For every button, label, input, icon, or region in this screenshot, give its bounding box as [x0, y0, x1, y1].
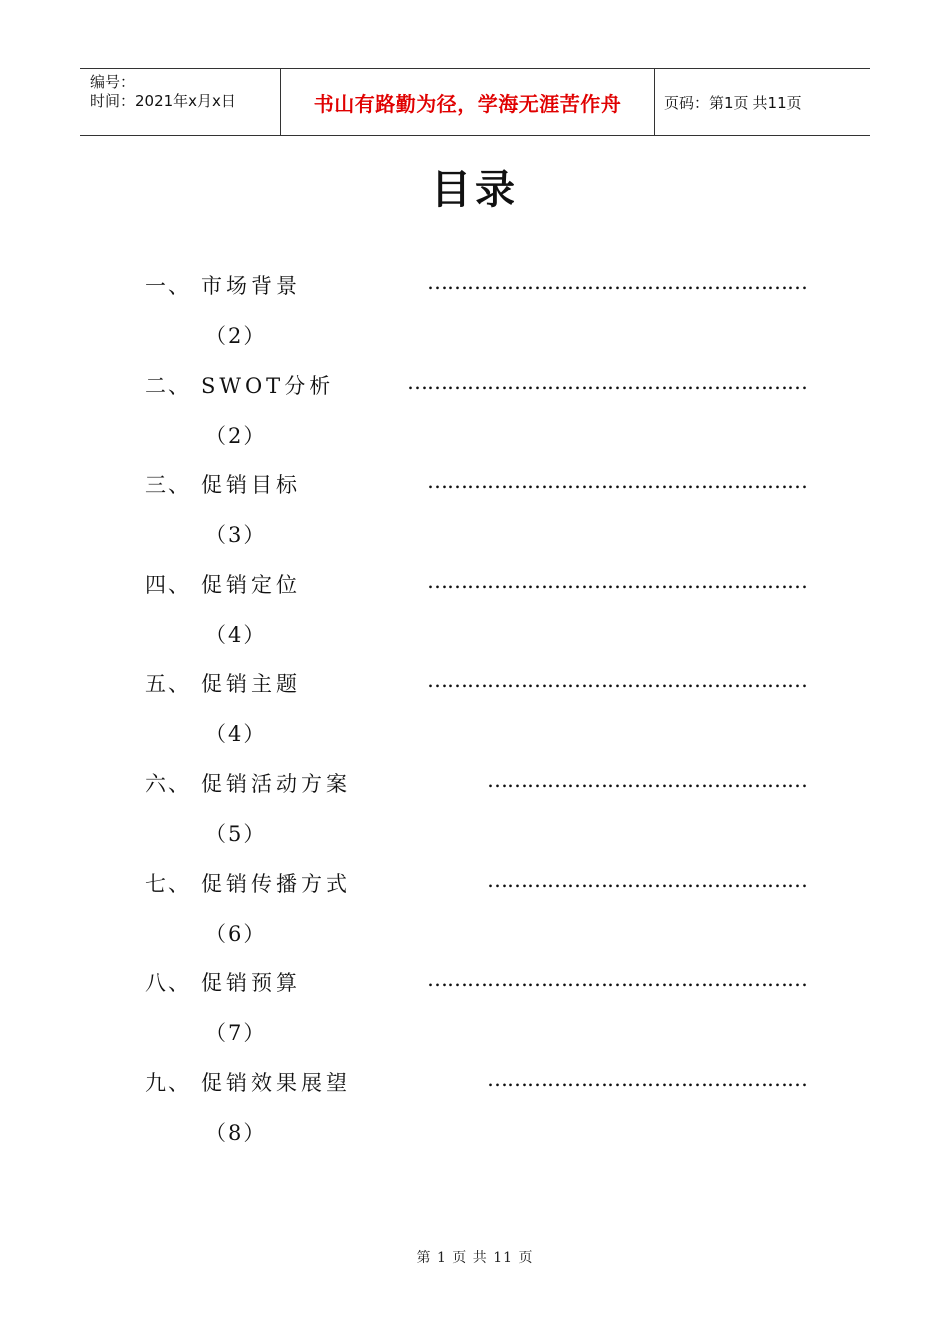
toc-entry-title: 市场背景 [201, 274, 301, 298]
toc-entry-number: 四、 [145, 573, 191, 597]
toc-entry-number: 九、 [145, 1071, 191, 1095]
toc-entry-number: 一、 [145, 274, 191, 298]
toc-entry-leader-dots: ………………………………………………… [427, 967, 807, 991]
toc-entry-leader-dots: ………………………………………… [487, 1067, 807, 1091]
toc-entry-title: 促销目标 [201, 473, 301, 497]
toc-entry-title: 促销效果展望 [201, 1071, 351, 1095]
toc-entry [0, 469, 950, 569]
toc-entry-title: 促销传播方式 [201, 872, 351, 896]
toc-entry-page: （4） [205, 722, 267, 746]
toc-entry-leader-dots: ………………………………………………… [427, 569, 807, 593]
toc-entry-title: 促销定位 [201, 573, 301, 597]
page-footer: 第 1 页 共 11 页 [416, 1250, 534, 1266]
toc-entry-number: 八、 [145, 971, 191, 995]
toc-entry-leader-dots: ………………………………………………… [427, 270, 807, 294]
toc-entry-page: （2） [205, 424, 267, 448]
toc-entry-leader-dots: ………………………………………… [487, 768, 807, 792]
toc-entry-title: 促销活动方案 [201, 772, 351, 796]
time-label: 时间：2021年x月x日 [90, 92, 236, 110]
total-pages-label: 共11页 [752, 93, 802, 112]
toc-entry-number: 七、 [145, 872, 191, 896]
toc-entry-leader-dots: ………………………………………………… [427, 668, 807, 692]
toc-entry-page: （3） [205, 523, 267, 547]
page-title: 目录 [431, 167, 519, 213]
toc-entry-page: （6） [205, 922, 267, 946]
toc-entry-leader-dots: ………………………………………………… [427, 469, 807, 493]
toc-entry [0, 569, 950, 669]
toc-entry-page: （7） [205, 1021, 267, 1045]
toc-entry-title: SWOT分析 [201, 374, 335, 398]
toc-entry-page: （5） [205, 822, 267, 846]
toc-entry [0, 967, 950, 1067]
toc-entry [0, 370, 950, 470]
toc-entry-page: （4） [205, 623, 267, 647]
toc-entry [0, 270, 950, 370]
motto-text: 书山有路勤为径，学海无涯苦作舟 [313, 91, 622, 116]
toc-entry-leader-dots: ………………………………………… [487, 868, 807, 892]
toc-entry-page: （2） [205, 324, 267, 348]
page-label: 页码：第1页 [664, 93, 749, 112]
toc-entry-leader-dots: …………………………………………………… [407, 370, 807, 394]
toc-entry-title: 促销预算 [201, 971, 301, 995]
toc-entry [0, 868, 950, 968]
toc-entry [0, 1067, 950, 1167]
toc-entry-number: 五、 [145, 672, 191, 696]
toc-entry-number: 三、 [145, 473, 191, 497]
toc-entry-number: 二、 [145, 374, 191, 398]
toc-entry-page: （8） [205, 1121, 267, 1145]
toc-entry-title: 促销主题 [201, 672, 301, 696]
toc-entry-number: 六、 [145, 772, 191, 796]
toc-entry [0, 768, 950, 868]
number-label: 编号： [90, 73, 136, 91]
toc-entry [0, 668, 950, 768]
